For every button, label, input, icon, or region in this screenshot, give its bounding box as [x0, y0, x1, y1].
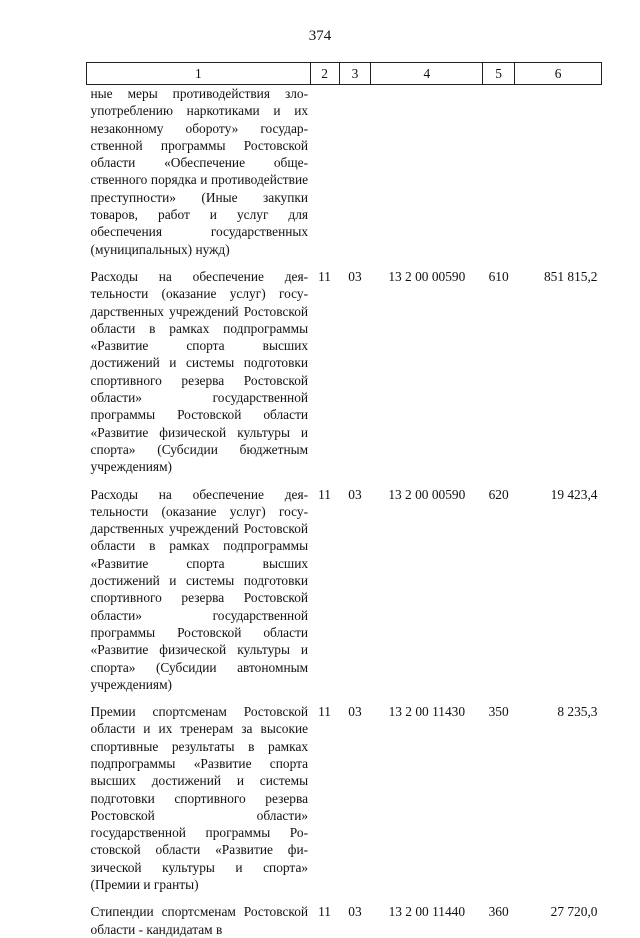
- row-expense-type: 350: [488, 704, 509, 720]
- row-description: ные меры противодействия злоупотреблению наркотиками и их незаконному обороту» государственной программы Ростовской области «Обеспечение общественного порядка и противодействие преступности» (Иные закупки товаров, работ и услуг для обеспечения государственных (муниципальных) нужд): [90, 86, 309, 257]
- row-amount: 8 235,3: [557, 704, 598, 720]
- row-description: Расходы на обеспечение деятельности (оказание услуг) государственных учреждений Ростовской области в рамках подпрограммы «Развитие спорта высших достижений и системы подготовки спортивного резерва Ростовской области» государственной программы Ростовской области «Развитие физической культуры и спорта» (Субсидии автономным учреждениям): [90, 486, 309, 692]
- row-expense-type: 360: [488, 904, 509, 920]
- table-row: [87, 85, 602, 268]
- row-section: 11: [318, 904, 332, 920]
- row-subsection: 03: [348, 904, 362, 920]
- table-row: [87, 903, 602, 938]
- row-expense-type: 620: [488, 486, 509, 502]
- row-amount: 27 720,0: [550, 904, 598, 920]
- header-col-3: 3: [339, 63, 371, 85]
- header-col-5: 5: [483, 63, 515, 85]
- row-subsection: 03: [348, 268, 362, 284]
- row-target-article: 13 2 00 00590: [388, 268, 466, 284]
- row-amount: [515, 85, 602, 268]
- table-header: [87, 63, 602, 85]
- row-subsection: [339, 85, 371, 268]
- row-amount: 851 815,2: [543, 268, 598, 284]
- table-row: [87, 703, 602, 903]
- row-subsection: 03: [348, 704, 362, 720]
- row-section: 11: [318, 486, 332, 502]
- row-section: [310, 85, 339, 268]
- page-number: 374: [308, 28, 332, 44]
- table-row: [87, 268, 602, 486]
- row-description: Премии спортсменам Ростовской области и их тренерам за высокие спортивные результаты в рамках подпрограммы «Развитие спорта высших достижений и системы подготовки спортивного резерва Ростовской области» государственной программы Ростовской области «Развитие физической культуры и спорта» (Премии и гранты): [90, 704, 309, 893]
- table-row: [87, 486, 602, 704]
- row-target-article: 13 2 00 11440: [388, 904, 466, 920]
- header-col-6: 6: [515, 63, 602, 85]
- row-description: Стипендии спортсменам Ростовской области - кандидатам в: [90, 904, 309, 937]
- row-target-article: 13 2 00 11430: [388, 704, 466, 720]
- row-section: 11: [318, 268, 332, 284]
- budget-table: [86, 62, 602, 938]
- row-target-article: 13 2 00 00590: [388, 486, 466, 502]
- row-expense-type: 610: [488, 268, 509, 284]
- header-col-2: 2: [310, 63, 339, 85]
- header-col-1: 1: [87, 63, 311, 85]
- row-expense-type: [483, 85, 515, 268]
- row-subsection: 03: [348, 486, 362, 502]
- row-section: 11: [318, 704, 332, 720]
- row-amount: 19 423,4: [550, 486, 598, 502]
- row-target-article: [371, 85, 483, 268]
- header-col-4: 4: [371, 63, 483, 85]
- row-description: Расходы на обеспечение деятельности (оказание услуг) государственных учреждений Ростовской области в рамках подпрограммы «Развитие спорта высших достижений и системы подготовки спортивного резерва Ростовской области» государственной программы Ростовской области «Развитие физической культуры и спорта» (Субсидии бюджетным учреждениям): [90, 268, 309, 475]
